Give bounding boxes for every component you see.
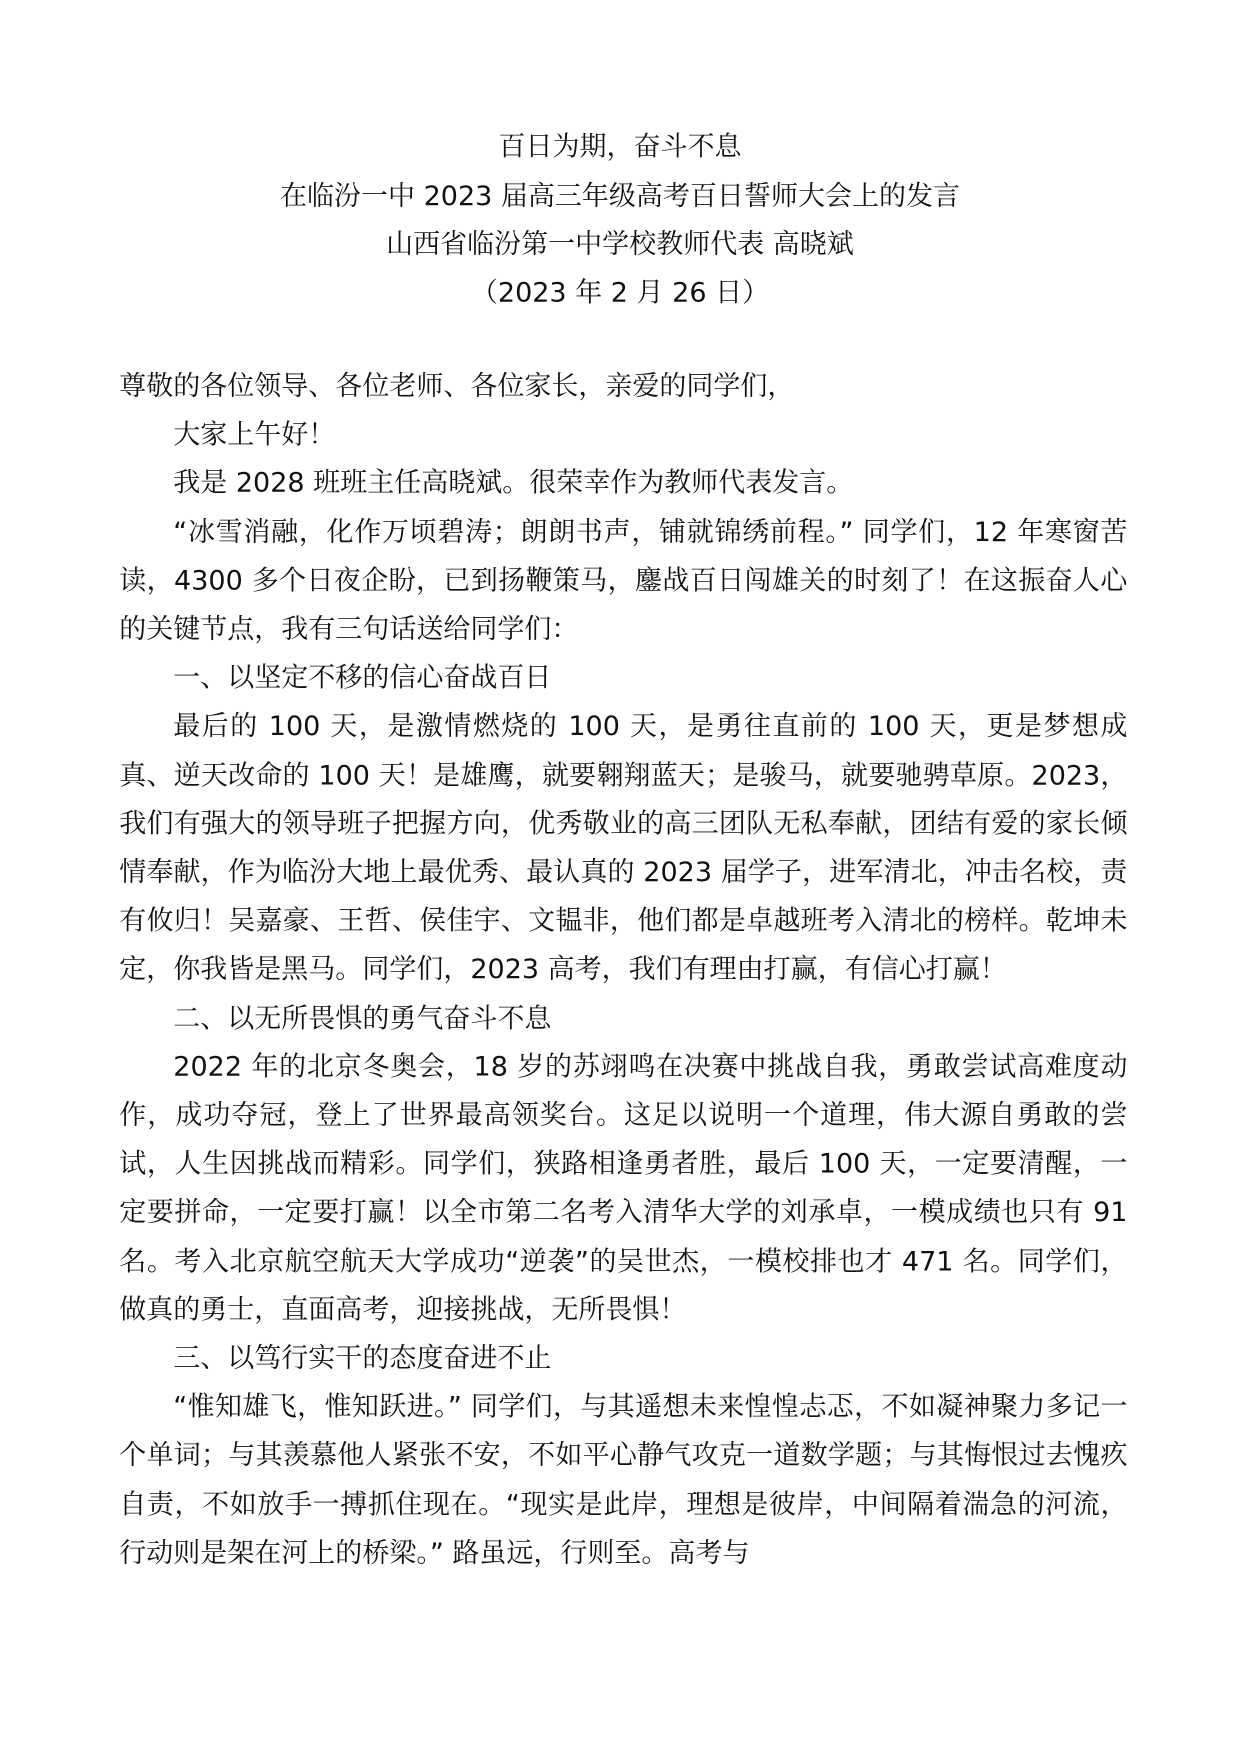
speech-body <box>119 362 1127 1577</box>
opening-paragraph: “冰雪消融，化作万顷碧涛；朗朗书声，铺就锦绣前程。” 同学们，12 年寒窗苦读，4300 多个日夜企盼，已到扬鞭策马，鏖战百日闯雄关的时刻了！在这振奋人心的关键节点，我有三句话送给同学们： <box>119 516 1128 645</box>
speech-date: （2023 年 2 月 26 日） <box>470 276 770 309</box>
section-heading-one: 一、以坚定不移的信心奋战百日 <box>173 661 552 694</box>
section-paragraph-two: 2022 年的北京冬奥会，18 岁的苏翊鸣在决赛中挑战自我，勇敢尝试高难度动作，成功夺冠，登上了世界最高领奖台。这足以说明一个道理，伟大源自勇敢的尝试，人生因挑战而精彩。同学们，狭路相逢勇者胜，最后 100 天，一定要清醒，一定要拼命，一定要打赢！以全市第二名考入清华大学的刘承卓，一模成绩也只有 91 名。考入北京航空航天大学成功“逆袭”的吴世杰，一模校排也才 471 名。同学们，做真的勇士，直面高考，迎接挑战，无所畏惧！ <box>119 1050 1128 1326</box>
speaker-line: 山西省临汾第一中学校教师代表 高晓斌 <box>386 228 854 260</box>
section-heading-two: 二、以无所畏惧的勇气奋斗不息 <box>173 1002 552 1034</box>
section-heading-three: 三、以笃行实干的态度奋进不止 <box>173 1342 552 1374</box>
salutation-paragraph: 尊敬的各位领导、各位老师、各位家长，亲爱的同学们， <box>119 370 795 402</box>
self-introduction-paragraph: 我是 2028 班班主任高晓斌。很荣幸作为教师代表发言。 <box>173 467 854 499</box>
section-paragraph-three: “惟知雄飞，惟知跃进。” 同学们，与其遥想未来惶惶忐忑，不如凝神聚力多记一个单词；与其羡慕他人紧张不安，不如平心静气攻克一道数学题；与其悔恨过去愧疚自责，不如放手一搏抓住现在。“现实是此岸，理想是彼岸，中间隔着湍急的河流，行动则是架在河上的桥梁。” 路虽远，行则至。高考与 <box>119 1391 1128 1569</box>
speech-title: 百日为期，奋斗不息 <box>498 130 742 163</box>
greeting-paragraph: 大家上午好！ <box>173 418 336 451</box>
speech-subtitle: 在临汾一中 2023 届高三年级高考百日誓师大会上的发言 <box>279 180 960 212</box>
section-paragraph-one: 最后的 100 天，是激情燃烧的 100 天，是勇往直前的 100 天，更是梦想成真、逆天改命的 100 天！是雄鹰，就要翱翔蓝天；是骏马，就要驰骋草原。2023，我们有强大的领导班子把握方向，优秀敬业的高三团队无私奉献，团结有爱的家长倾情奉献，作为临汾大地上最优秀、最认真的 2023 届学子，进军清北，冲击名校，责有攸归！吴嘉豪、王哲、侯佳宇、文韫非，他们都是卓越班考入清北的榜样。乾坤未定，你我皆是黑马。同学们，2023 高考，我们有理由打赢，有信心打赢！ <box>119 710 1128 986</box>
